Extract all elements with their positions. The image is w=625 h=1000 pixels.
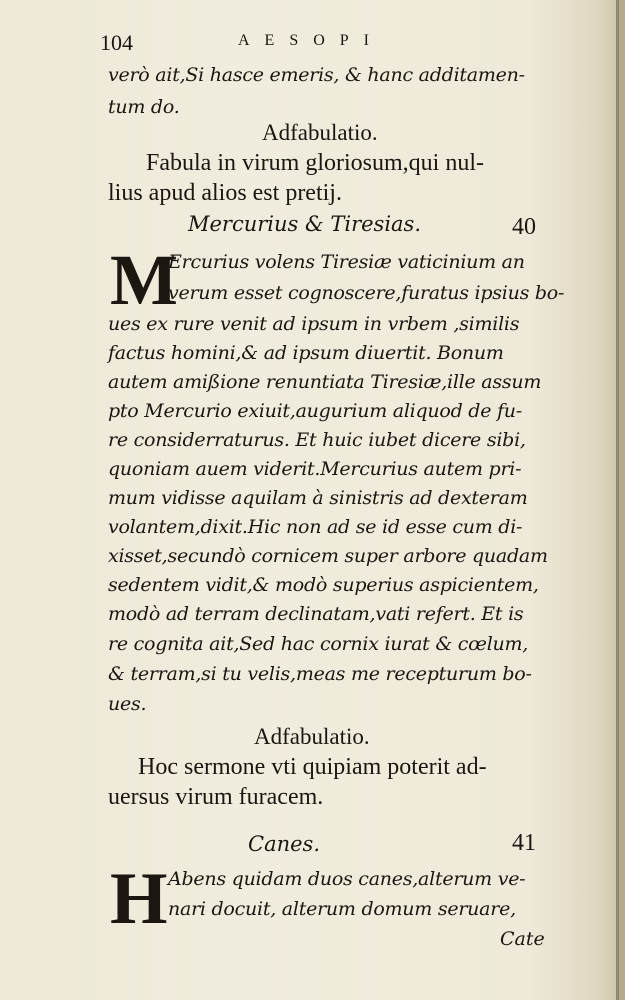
text-line: & terram,si tu velis,meas me recepturum bo- <box>108 663 532 685</box>
moral-line: Fabula in virum gloriosum,qui nul- <box>146 150 484 176</box>
text-line: ues ex rure venit ad ipsum in vrbem ,similis <box>108 313 520 335</box>
moral-line: uersus virum furacem. <box>108 784 324 810</box>
text-line: xisset,secundò cornicem super arbore quadam <box>108 545 548 567</box>
text-line: quoniam auem viderit.Mercurius autem pri- <box>108 458 522 480</box>
text-line: Ercurius volens Tiresiæ vaticinium an <box>168 251 525 273</box>
drop-cap: H <box>110 858 168 940</box>
text-line: mum vidisse aquilam à sinistris ad dexteram <box>108 487 528 509</box>
fable-number: 41 <box>512 830 536 856</box>
fable-number: 40 <box>512 214 536 240</box>
catchword: Cate <box>500 928 545 950</box>
text-line: volantem,dixit.Hic non ad se id esse cum di- <box>108 516 523 538</box>
text-line: re cognita ait,Sed hac cornix iurat & cœlum, <box>108 633 529 655</box>
moral-heading: Adfabulatio. <box>254 724 370 749</box>
text-line: tum do. <box>108 96 180 118</box>
page-edge <box>619 0 625 1000</box>
text-line: nari docuit, alterum domum seruare, <box>168 898 516 920</box>
running-title: AESOPI <box>238 32 385 49</box>
moral-line: Hoc sermone vti quipiam poterit ad- <box>138 754 487 780</box>
text-line: ues. <box>108 693 147 715</box>
text-line: re considerraturus. Et huic iubet dicere sibi, <box>108 429 526 451</box>
text-line: factus homini,& ad ipsum diuertit. Bonum <box>108 342 504 364</box>
moral-heading: Adfabulatio. <box>262 120 378 145</box>
text-line: verum esset cognoscere,furatus ipsius bo- <box>168 282 565 304</box>
text-line: modò ad terram declinatam,vati refert. Et is <box>108 603 524 625</box>
fable-title: Canes. <box>248 832 320 856</box>
text-line: verò ait,Si hasce emeris, & hanc additamen- <box>108 64 525 86</box>
page-number: 104 <box>100 30 133 55</box>
text-line: Abens quidam duos canes,alterum ve- <box>168 868 526 890</box>
drop-cap: M <box>110 240 178 320</box>
moral-line: lius apud alios est pretij. <box>108 180 342 206</box>
text-line: autem amißione renuntiata Tiresiæ,ille assum <box>108 371 542 393</box>
binding-shadow <box>616 0 619 1000</box>
text-line: sedentem vidit,& modò superius aspicientem, <box>108 574 539 596</box>
text-line: pto Mercurio exiuit,augurium aliquod de fu- <box>108 400 522 422</box>
fable-title: Mercurius & Tiresias. <box>188 212 422 236</box>
